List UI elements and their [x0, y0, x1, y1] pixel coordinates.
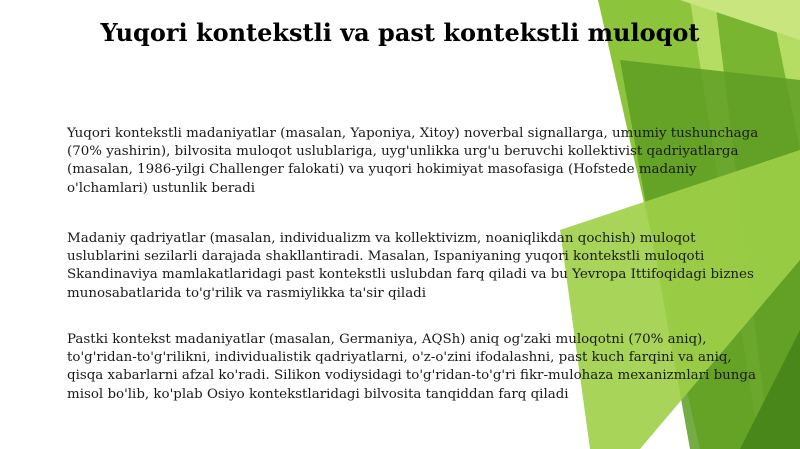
paragraph-low-context: Pastki kontekst madaniyatlar (masalan, Germaniya, AQSh) aniq og'zaki muloqotni (70% aniq), to'g'ridan-to'g'rilikni, individualistik qadriyatlarni, o'z-o'zini ifodalashni, past kuch farqini va aniq, qisqa xabarlarni afzal ko'radi. Silikon vodiysidagi to'g'ridan-to'g'ri fikr-mulohaza mexanizmlari bunga misol bo'lib, ko'plab Osiyo kontekstlaridagi bilvosita tanqiddan farq qiladi	[67, 332, 756, 402]
slide-title: Yuqori kontekstli va past kontekstli muloqot	[100, 18, 700, 47]
paragraph-cultural-values: Madaniy qadriyatlar (masalan, individualizm va kollektivizm, noaniqlikdan qochish) muloqot uslublarini sezilarli darajada shakllantiradi. Masalan, Ispaniyaning yuqori kontekstli muloqoti Skandinaviya mamlakatlaridagi past kontekstli uslubdan farq qiladi va bu Yevropa Ittifoqidagi biznes munosabatlarida to'g'rilik va rasmiylikka ta'sir qiladi	[67, 231, 754, 301]
paragraph-high-context: Yuqori kontekstli madaniyatlar (masalan, Yaponiya, Xitoy) noverbal signallarga, umumiy tushunchaga (70% yashirin), bilvosita muloqot uslublariga, uyg'unlikka urg'u beruvchi kollektivist qadriyatlarga (masalan, 1986-yilgi Challenger falokati) va yuqori hokimiyat masofasiga (Hofstede madaniy o'lchamlari) ustunlik beradi	[67, 126, 759, 196]
